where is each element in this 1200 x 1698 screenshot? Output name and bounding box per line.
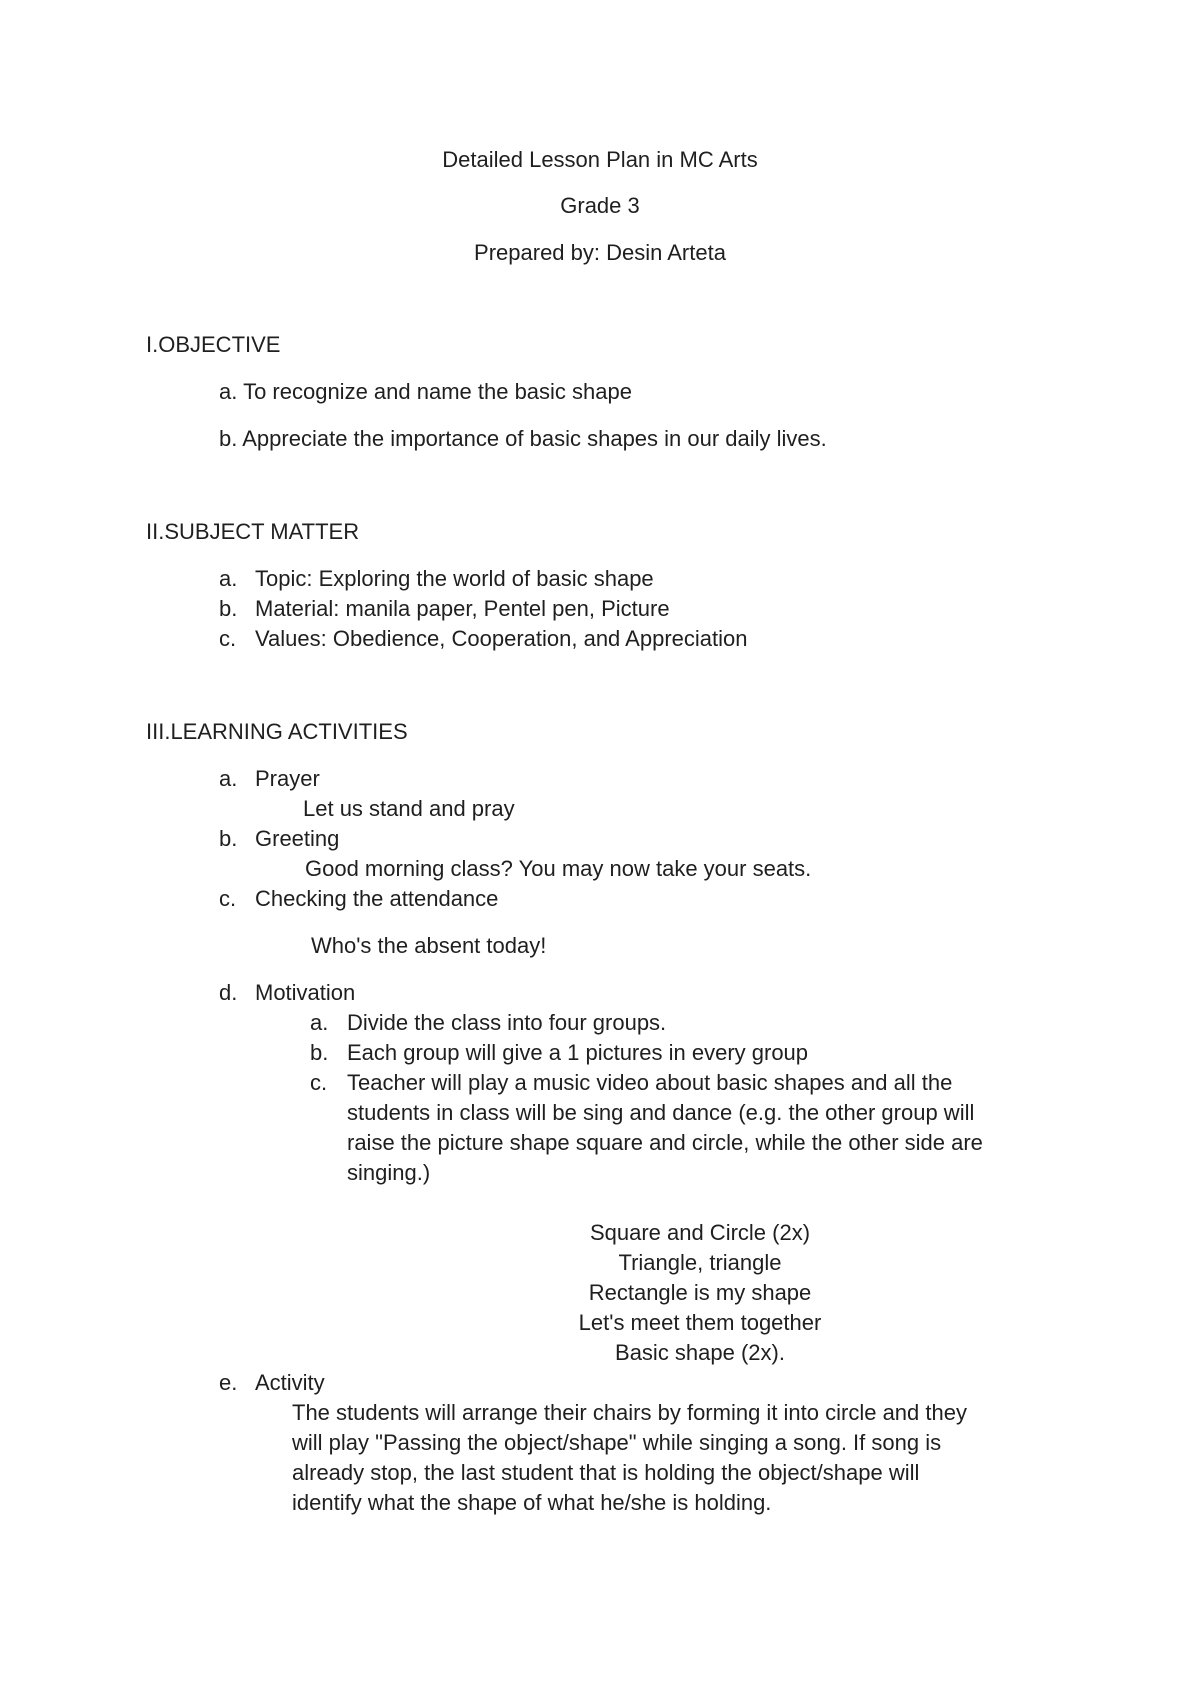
song-line-5: Basic shape (2x). [615, 1340, 785, 1365]
song-line-3: Rectangle is my shape [588, 1280, 812, 1305]
subject-material: Material: manila paper, Pentel pen, Picture [255, 596, 670, 621]
motivation-sub-item-c-line-2: students in class will be sing and dance (e.g. the other group will [347, 1100, 975, 1125]
greeting-marker: b. [219, 826, 238, 851]
song-line-2: Triangle, triangle [618, 1250, 782, 1275]
activity-description-line-3: already stop, the last student that is holding the object/shape will [292, 1460, 920, 1485]
song-line-4: Let's meet them together [578, 1310, 822, 1335]
motivation-sub-item-c-line-4: singing.) [347, 1160, 431, 1185]
song-lyrics [500, 1218, 900, 1368]
motivation-sub-item-c-line-1: Teacher will play a music video about basic shapes and all the [347, 1070, 953, 1095]
subject-marker-a: a. [219, 566, 238, 591]
greeting-label: Greeting [255, 826, 340, 851]
prayer-label: Prayer [255, 766, 320, 791]
subject-marker-b: b. [219, 596, 238, 621]
objective-item-b: b. Appreciate the importance of basic shapes in our daily lives. [219, 426, 827, 451]
attendance-detail: Who's the absent today! [311, 933, 547, 958]
greeting-detail: Good morning class? You may now take your seats. [305, 856, 812, 881]
prayer-detail: Let us stand and pray [303, 796, 515, 821]
objective-heading: I.OBJECTIVE [146, 332, 281, 357]
motivation-marker: d. [219, 980, 238, 1005]
motivation-sub-item-a: Divide the class into four groups. [347, 1010, 667, 1035]
activity-description-line-4: identify what the shape of what he/she is holding. [292, 1490, 772, 1515]
attendance-marker: c. [219, 886, 237, 911]
motivation-sub-marker-b: b. [310, 1040, 329, 1065]
attendance-label: Checking the attendance [255, 886, 499, 911]
document-title: Detailed Lesson Plan in MC Arts [442, 147, 758, 172]
subject-matter-heading: II.SUBJECT MATTER [146, 519, 360, 544]
subject-values: Values: Obedience, Cooperation, and Appreciation [255, 626, 748, 651]
prepared-by: Prepared by: Desin Arteta [474, 240, 726, 265]
motivation-sub-item-b: Each group will give a 1 pictures in every group [347, 1040, 809, 1065]
activity-marker: e. [219, 1370, 238, 1395]
objective-item-a: a. To recognize and name the basic shape [219, 379, 632, 404]
learning-activities-heading: III.LEARNING ACTIVITIES [146, 719, 408, 744]
activity-label: Activity [255, 1370, 325, 1395]
activity-description-line-2: will play "Passing the object/shape" while singing a song. If song is [292, 1430, 942, 1455]
grade-level: Grade 3 [560, 193, 640, 218]
song-line-1: Square and Circle (2x) [589, 1220, 811, 1245]
subject-topic: Topic: Exploring the world of basic shape [255, 566, 654, 591]
prayer-marker: a. [219, 766, 238, 791]
motivation-label: Motivation [255, 980, 356, 1005]
motivation-sub-item-c-line-3: raise the picture shape square and circle, while the other side are [347, 1130, 983, 1155]
subject-marker-c: c. [219, 626, 237, 651]
motivation-sub-marker-a: a. [310, 1010, 329, 1035]
activity-description-line-1: The students will arrange their chairs by forming it into circle and they [292, 1400, 967, 1425]
motivation-sub-marker-c: c. [310, 1070, 328, 1095]
